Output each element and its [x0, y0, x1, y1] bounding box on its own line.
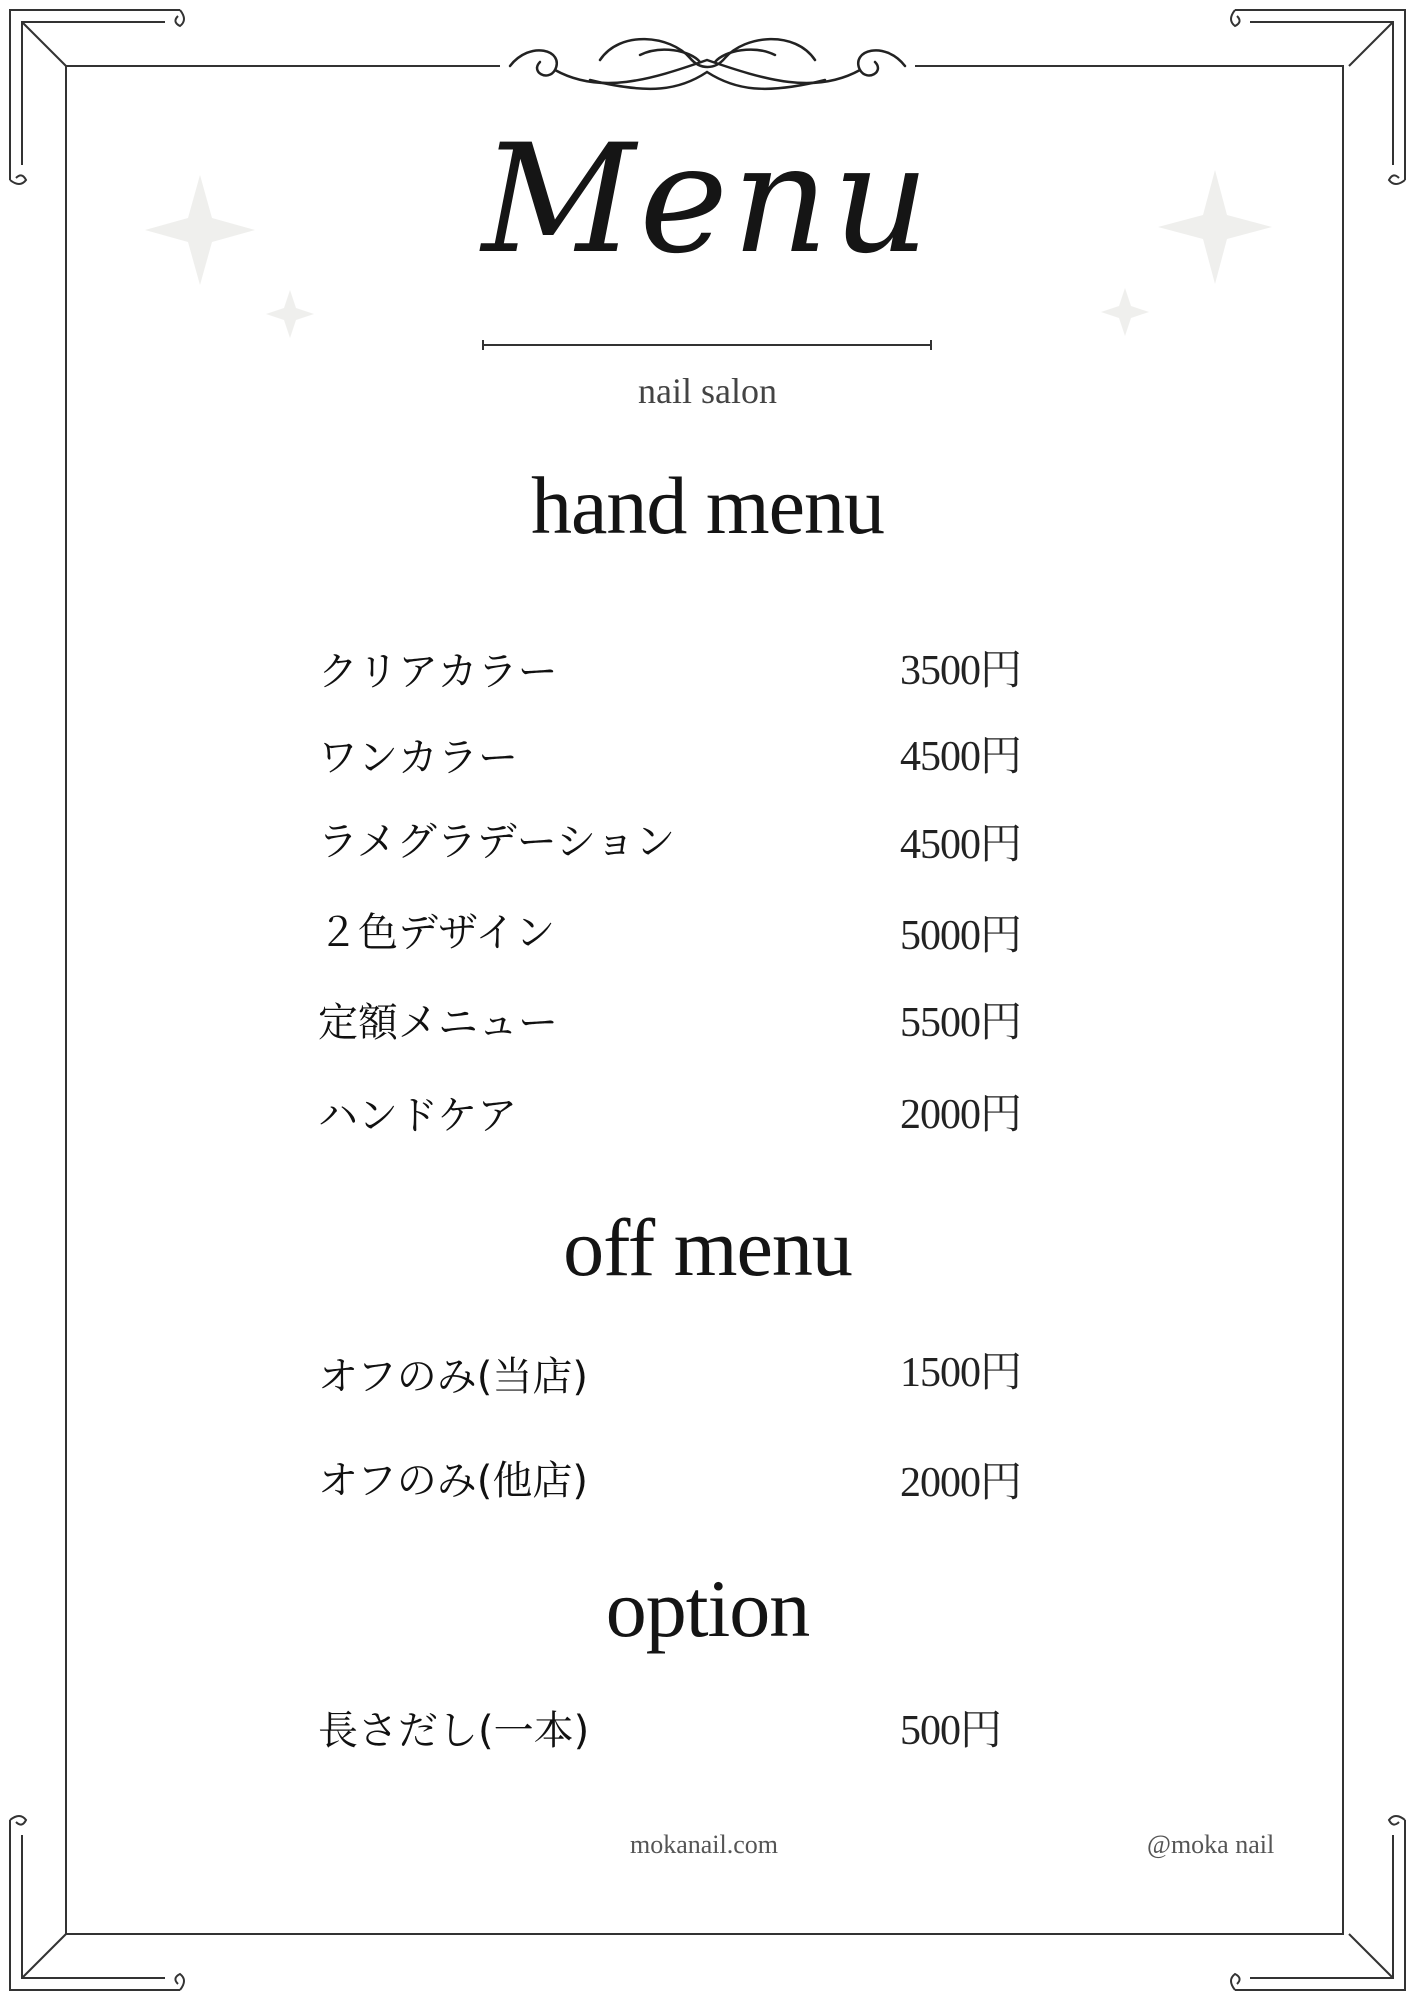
- menu-item-name: ハンドケア: [318, 1093, 518, 1139]
- menu-item-name: ラメグラデーション: [318, 819, 676, 865]
- footer-website-link[interactable]: mokanail.com: [630, 1830, 779, 1859]
- menu-item-price: 5500円: [900, 1000, 1022, 1046]
- footer-social-handle[interactable]: @moka nail: [1147, 1830, 1275, 1859]
- section-title-off: off menu: [563, 1202, 852, 1293]
- sparkle-icon: [266, 290, 314, 338]
- menu-item-price: 3500円: [900, 648, 1022, 694]
- menu-item-price: 2000円: [900, 1460, 1022, 1506]
- menu-item-price: 500円: [900, 1708, 1002, 1754]
- menu-item-name: ワンカラー: [318, 735, 518, 781]
- title-divider: [482, 344, 932, 346]
- menu-item-name: ２色デザイン: [318, 910, 556, 956]
- menu-item-name: 定額メニュー: [318, 1000, 558, 1046]
- menu-item-price: 4500円: [900, 822, 1022, 868]
- sparkle-icon: [1101, 288, 1149, 336]
- menu-item-name: クリアカラー: [318, 649, 558, 695]
- menu-item-price: 5000円: [900, 913, 1022, 959]
- menu-item-price: 4500円: [900, 734, 1022, 780]
- menu-item-name: 長さだし(一本): [318, 1708, 590, 1754]
- menu-item-price: 2000円: [900, 1092, 1022, 1138]
- section-title-option: option: [605, 1563, 810, 1654]
- menu-item-price: 1500円: [900, 1350, 1022, 1396]
- menu-item-name: オフのみ(他店): [318, 1458, 589, 1504]
- page-title: Menu: [481, 113, 934, 287]
- page-subtitle: nail salon: [638, 371, 777, 411]
- section-title-hand: hand menu: [530, 460, 885, 551]
- menu-item-name: オフのみ(当店): [318, 1354, 589, 1400]
